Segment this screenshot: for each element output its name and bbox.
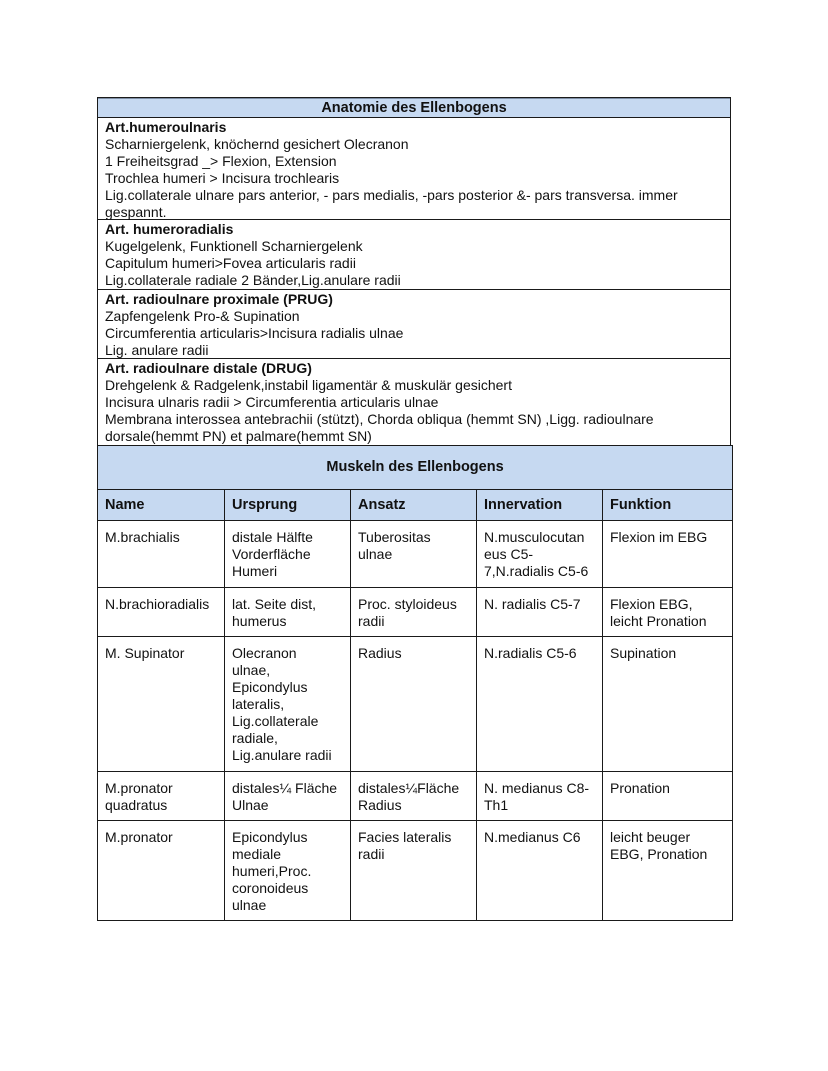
table-row [98, 772, 733, 821]
anatomy-section-humeroulnaris [98, 118, 730, 220]
cell-text: Vorderfläche [232, 546, 311, 562]
cell-text: Facies lateralis [358, 829, 452, 845]
anatomy-table [97, 97, 731, 446]
section-line: Capitulum humeri>Fovea articularis radii [105, 255, 356, 271]
cell-text: Pronation [610, 780, 670, 796]
cell-innervation [477, 521, 603, 588]
cell-ansatz [351, 821, 477, 921]
cell-text: lateralis, [232, 696, 285, 712]
section-title: Art. humeroradialis [105, 221, 234, 237]
cell-text: M.brachialis [105, 529, 180, 545]
cell-text: EBG, Pronation [610, 846, 708, 862]
cell-funktion [603, 821, 733, 921]
cell-funktion [603, 588, 733, 637]
cell-name [98, 588, 225, 637]
cell-ursprung [225, 588, 351, 637]
cell-ansatz [351, 521, 477, 588]
cell-text: coronoideus [232, 880, 309, 896]
cell-text: mediale [232, 846, 282, 862]
table-row [98, 521, 733, 588]
cell-ansatz [351, 637, 477, 772]
cell-text: Flexion EBG, [610, 596, 693, 612]
section-line: Lig.collaterale radiale 2 Bänder,Lig.anulare radii [105, 272, 401, 288]
cell-ansatz [351, 772, 477, 821]
cell-text: humerus [232, 613, 287, 629]
cell-name [98, 772, 225, 821]
muscles-table [97, 445, 733, 921]
cell-text: M. Supinator [105, 645, 185, 661]
cell-text: distales¼ Fläche [232, 780, 338, 796]
cell-text: leicht beuger [610, 829, 691, 845]
section-line: gespannt. [105, 204, 167, 220]
muscles-table-title-row [98, 446, 733, 490]
cell-innervation [477, 637, 603, 772]
cell-innervation [477, 588, 603, 637]
anatomy-section-humeroradialis [98, 220, 730, 290]
cell-text: quadratus [105, 797, 168, 813]
column-header-ansatz: Ansatz [351, 490, 477, 521]
cell-text: Flexion im EBG [610, 529, 708, 545]
cell-text: Radius [358, 645, 402, 661]
table-row [98, 637, 733, 772]
cell-name [98, 821, 225, 921]
column-header-ursprung: Ursprung [225, 490, 351, 521]
table-row [98, 588, 733, 637]
cell-ursprung [225, 637, 351, 772]
cell-text: eus C5- [484, 546, 534, 562]
section-line: Lig.collaterale ulnare pars anterior, - pars medialis, -pars posterior &- pars transversa. immer [105, 187, 678, 203]
section-line: Incisura ulnaris radii > Circumferentia articularis ulnae [105, 394, 439, 410]
cell-text: Humeri [232, 563, 278, 579]
cell-ansatz [351, 588, 477, 637]
section-title: Art. radioulnare proximale (PRUG) [105, 291, 333, 307]
section-line: Kugelgelenk, Funktionell Scharniergelenk [105, 238, 363, 254]
cell-text: N.brachioradialis [105, 596, 210, 612]
cell-text: N. radialis C5-7 [484, 596, 581, 612]
anatomy-table-title: Anatomie des Ellenbogens [98, 98, 730, 118]
cell-text: lat. Seite dist, [232, 596, 317, 612]
cell-text: ulnae [232, 897, 267, 913]
column-header-name: Name [98, 490, 225, 521]
cell-innervation [477, 821, 603, 921]
section-title: Art.humeroulnaris [105, 119, 227, 135]
table-row [98, 821, 733, 921]
cell-funktion [603, 521, 733, 588]
cell-text: humeri,Proc. [232, 863, 312, 879]
cell-text: M.pronator [105, 829, 173, 845]
section-line: Scharniergelenk, knöchernd gesichert Olecranon [105, 136, 409, 152]
cell-ursprung [225, 821, 351, 921]
section-line: Lig. anulare radii [105, 342, 209, 358]
cell-text: Radius [358, 797, 402, 813]
cell-ursprung [225, 521, 351, 588]
cell-name [98, 637, 225, 772]
cell-text: ulnae, [232, 662, 271, 678]
cell-text: Lig.collaterale [232, 713, 319, 729]
cell-text: Tuberositas [358, 529, 431, 545]
cell-text: Epicondylus [232, 829, 308, 845]
cell-text: Epicondylus [232, 679, 308, 695]
cell-text: Lig.anulare radii [232, 747, 332, 763]
section-line: dorsale(hemmt PN) et palmare(hemmt SN) [105, 428, 372, 444]
cell-text: distale Hälfte [232, 529, 313, 545]
section-line: 1 Freiheitsgrad _> Flexion, Extension [105, 153, 337, 169]
cell-text: distales¼Fläche [358, 780, 460, 796]
section-line: Zapfengelenk Pro-& Supination [105, 308, 300, 324]
muscles-table-title: Muskeln des Ellenbogens [98, 446, 733, 490]
cell-innervation [477, 772, 603, 821]
cell-funktion [603, 772, 733, 821]
cell-text: ulnae [358, 546, 393, 562]
cell-text: radii [358, 613, 385, 629]
cell-text: N.radialis C5-6 [484, 645, 577, 661]
cell-text: Proc. styloideus [358, 596, 457, 612]
cell-text: N.medianus C6 [484, 829, 581, 845]
column-header-innervation: Innervation [477, 490, 603, 521]
cell-text: Supination [610, 645, 677, 661]
section-line: Drehgelenk & Radgelenk,instabil ligamentär & muskulär gesichert [105, 377, 512, 393]
section-line: Membrana interossea antebrachii (stützt), Chorda obliqua (hemmt SN) ,Ligg. radioulnare [105, 411, 654, 427]
anatomy-section-drug [98, 359, 730, 445]
cell-text: radiale, [232, 730, 278, 746]
section-line: Trochlea humeri > Incisura trochlearis [105, 170, 340, 186]
cell-text: N. medianus C8- [484, 780, 590, 796]
cell-name [98, 521, 225, 588]
anatomy-section-prug [98, 290, 730, 359]
cell-text: Ulnae [232, 797, 269, 813]
cell-ursprung [225, 772, 351, 821]
muscles-table-header-row [98, 490, 733, 521]
cell-text: N.musculocutan [484, 529, 585, 545]
section-title: Art. radioulnare distale (DRUG) [105, 360, 312, 376]
cell-text: 7,N.radialis C5-6 [484, 563, 589, 579]
cell-funktion [603, 637, 733, 772]
cell-text: M.pronator [105, 780, 173, 796]
section-line: Circumferentia articularis>Incisura radialis ulnae [105, 325, 404, 341]
cell-text: Th1 [484, 797, 509, 813]
column-header-funktion: Funktion [603, 490, 733, 521]
cell-text: radii [358, 846, 385, 862]
cell-text: Olecranon [232, 645, 297, 661]
cell-text: leicht Pronation [610, 613, 707, 629]
